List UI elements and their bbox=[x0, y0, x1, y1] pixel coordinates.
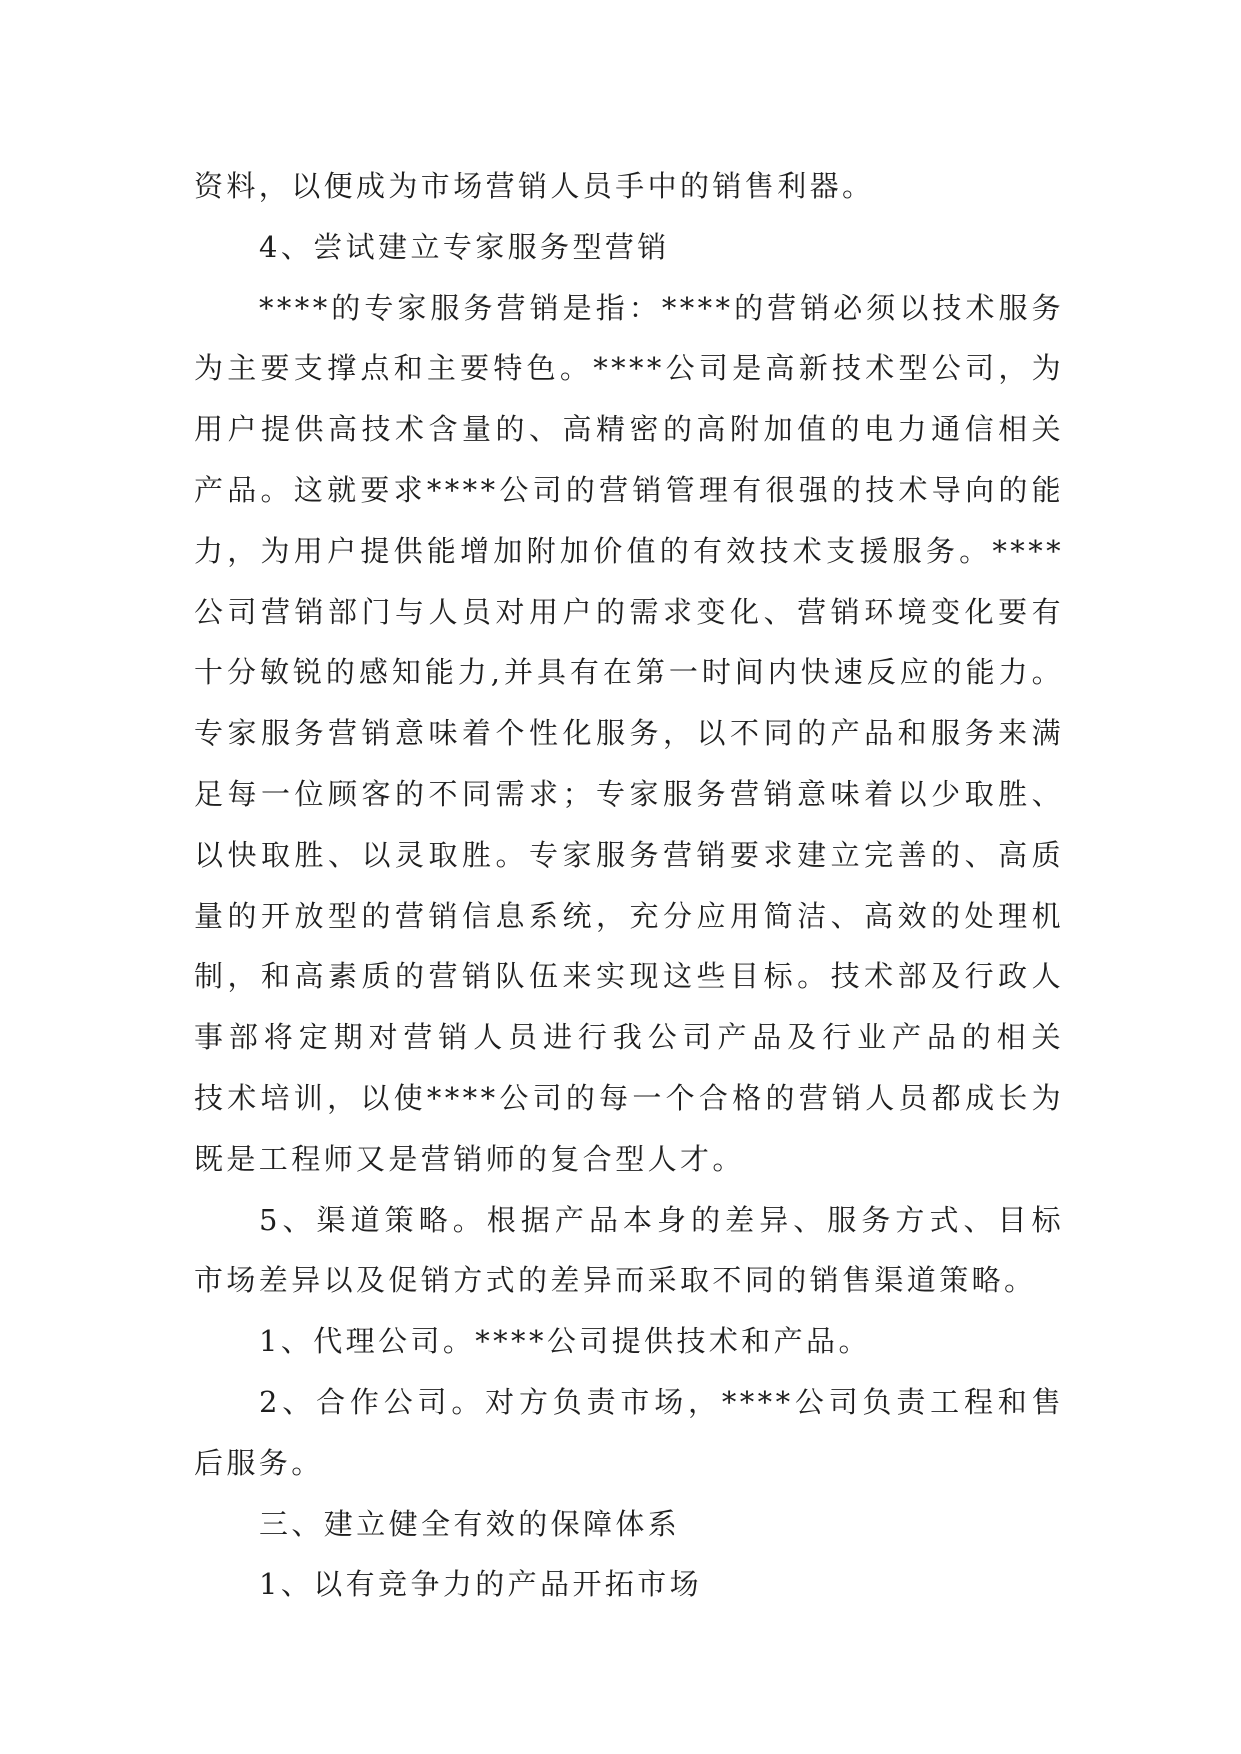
text-line: 产品。这就要求****公司的营销管理有很强的技术导向的能 bbox=[194, 472, 1064, 507]
text-line: 1、代理公司。****公司提供技术和产品。 bbox=[259, 1324, 871, 1359]
text-line: 十分敏锐的感知能力,并具有在第一时间内快速反应的能力。 bbox=[194, 655, 1064, 690]
text-line: 为主要支撑点和主要特色。****公司是高新技术型公司，为 bbox=[194, 351, 1064, 386]
text-line: 5、渠道策略。根据产品本身的差异、服务方式、目标 bbox=[259, 1202, 1064, 1237]
text-line: 量的开放型的营销信息系统，充分应用简洁、高效的处理机 bbox=[194, 898, 1064, 933]
text-line: 足每一位顾客的不同需求；专家服务营销意味着以少取胜、 bbox=[194, 776, 1064, 811]
paragraph bbox=[194, 1190, 1064, 1312]
document-body bbox=[194, 156, 1064, 1615]
text-line: 制，和高素质的营销队伍来实现这些目标。技术部及行政人 bbox=[194, 959, 1064, 994]
text-line: 用户提供高技术含量的、高精密的高附加值的电力通信相关 bbox=[194, 412, 1064, 447]
text-line: 以快取胜、以灵取胜。专家服务营销要求建立完善的、高质 bbox=[194, 837, 1064, 872]
section-heading-4 bbox=[194, 217, 1064, 278]
list-item bbox=[194, 1554, 1064, 1615]
text-line: 1、以有竞争力的产品开拓市场 bbox=[259, 1567, 703, 1602]
paragraph bbox=[194, 156, 1064, 217]
text-line: 技术培训，以使****公司的每一个合格的营销人员都成长为 bbox=[194, 1080, 1064, 1115]
text-line: 4、尝试建立专家服务型营销 bbox=[259, 229, 670, 264]
text-line: ****的专家服务营销是指：****的营销必须以技术服务 bbox=[259, 290, 1064, 325]
section-heading-3 bbox=[194, 1494, 1064, 1555]
text-line: 力，为用户提供能增加附加价值的有效技术支援服务。**** bbox=[194, 533, 1064, 568]
text-line: 事部将定期对营销人员进行我公司产品及行业产品的相关 bbox=[194, 1020, 1064, 1055]
list-item bbox=[194, 1311, 1064, 1372]
text-line: 公司营销部门与人员对用户的需求变化、营销环境变化要有 bbox=[194, 594, 1064, 629]
paragraph bbox=[194, 278, 1064, 1190]
text-line: 专家服务营销意味着个性化服务，以不同的产品和服务来满 bbox=[194, 716, 1064, 751]
text-line: 市场差异以及促销方式的差异而采取不同的销售渠道策略。 bbox=[194, 1263, 1037, 1298]
text-line: 三、建立健全有效的保障体系 bbox=[259, 1506, 681, 1541]
text-line: 后服务。 bbox=[194, 1445, 324, 1480]
text-line: 资料，以便成为市场营销人员手中的销售利器。 bbox=[194, 169, 875, 203]
list-item bbox=[194, 1372, 1064, 1494]
text-line: 2、合作公司。对方负责市场，****公司负责工程和售 bbox=[259, 1384, 1064, 1419]
text-line: 既是工程师又是营销师的复合型人才。 bbox=[194, 1141, 745, 1176]
